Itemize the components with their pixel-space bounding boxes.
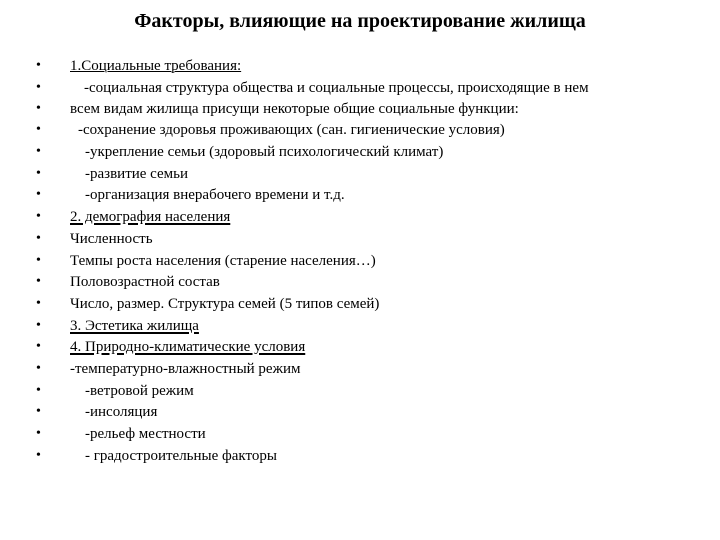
item-text: 2. демография населения [70, 209, 231, 226]
item-text: Число, размер. Структура семей (5 типов семей) [70, 295, 380, 312]
item-text: -инсоляция [85, 404, 158, 421]
item-text: -укрепление семьи (здоровый психологический климат) [85, 144, 444, 161]
list-item [0, 360, 720, 378]
list-item [0, 186, 720, 204]
list-item [0, 57, 720, 75]
list-item [0, 273, 720, 291]
item-text: -развитие семьи [85, 165, 189, 182]
bullet-icon: • [36, 100, 41, 116]
bullet-icon: • [36, 404, 41, 420]
item-text: Темпы роста населения (старение населения…) [70, 252, 376, 269]
item-text: - градостроительные факторы [85, 447, 277, 464]
bullet-icon: • [36, 426, 41, 441]
item-text: -ветровой режим [85, 382, 194, 399]
item-text: 1.Социальные требования: [70, 58, 242, 74]
bullet-icon: • [36, 382, 41, 398]
list-item [0, 208, 720, 226]
list-item [0, 121, 720, 139]
slide-title: Факторы, влияющие на проектирование жилища [134, 10, 586, 32]
bullet-icon: • [36, 187, 41, 203]
bullet-icon: • [36, 274, 41, 290]
item-text: -сохранение здоровья проживающих (сан. гигиенические условия) [78, 122, 505, 139]
list-item [0, 165, 720, 183]
list-item [0, 295, 720, 313]
bullet-icon: • [36, 209, 41, 225]
bullet-icon: • [36, 122, 41, 138]
bullet-icon: • [36, 317, 41, 333]
list-item [0, 338, 720, 356]
bullet-icon: • [36, 165, 41, 181]
item-text: всем видам жилища присущи некоторые общие социальные функции: [70, 100, 519, 117]
list-item [0, 403, 720, 421]
list-item [0, 382, 720, 400]
item-text: -температурно-влажностный режим [70, 360, 301, 377]
list-item [0, 79, 720, 97]
bullet-icon: • [36, 339, 41, 355]
bullet-icon: • [36, 58, 41, 73]
bullet-list [0, 57, 720, 468]
item-text: Численность [70, 230, 153, 247]
item-text: -рельеф местности [85, 426, 206, 442]
list-item [0, 447, 720, 465]
list-item [0, 143, 720, 161]
item-text: 3. Эстетика жилища [70, 317, 199, 334]
bullet-icon: • [36, 295, 41, 311]
bullet-icon: • [36, 230, 41, 246]
bullet-icon: • [36, 447, 41, 463]
item-text: 4. Природно-климатические условия [70, 339, 306, 356]
list-item [0, 425, 720, 443]
item-text: -организация внерабочего времени и т.д. [85, 187, 345, 204]
list-item [0, 317, 720, 335]
bullet-icon: • [36, 79, 41, 95]
item-text: -социальная структура общества и социальные процессы, происходящие в нем [84, 79, 589, 96]
bullet-icon: • [36, 252, 41, 268]
bullet-icon: • [36, 360, 41, 376]
bullet-icon: • [36, 144, 41, 160]
list-item [0, 230, 720, 248]
item-text: Половозрастной состав [70, 274, 220, 291]
list-item [0, 252, 720, 270]
list-item [0, 100, 720, 118]
